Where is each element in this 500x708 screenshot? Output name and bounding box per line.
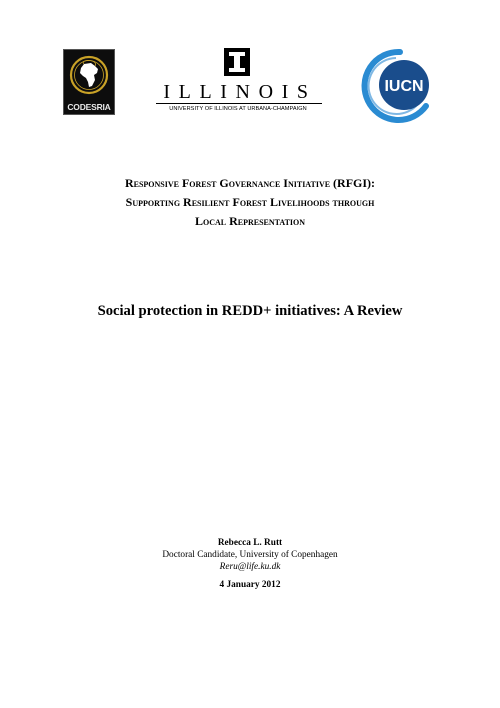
author-affiliation: Doctoral Candidate, University of Copenhagen bbox=[162, 550, 338, 560]
iucn-logo bbox=[360, 48, 436, 124]
illinois-logo bbox=[152, 48, 324, 118]
illinois-subtitle: UNIVERSITY OF ILLINOIS AT URBANA-CHAMPAIGN bbox=[169, 106, 307, 112]
initiative-line-2: Supporting Resilient Forest Livelihoods through bbox=[125, 195, 375, 209]
initiative-heading bbox=[40, 174, 460, 231]
iucn-label: IUCN bbox=[384, 78, 424, 95]
codesria-logo bbox=[63, 49, 115, 115]
initiative-line-3: Local Representation bbox=[194, 214, 306, 228]
author-email: Reru@life.ku.dk bbox=[219, 562, 281, 572]
author-name: Rebecca L. Rutt bbox=[217, 538, 283, 548]
illinois-block-i-icon bbox=[224, 48, 250, 76]
africa-emblem-icon bbox=[67, 53, 111, 97]
codesria-label: CODESRIA bbox=[67, 102, 111, 112]
illinois-wordmark: ILLINOIS bbox=[163, 81, 317, 103]
document-date: 4 January 2012 bbox=[219, 580, 281, 590]
illinois-rule bbox=[156, 103, 322, 104]
initiative-line-1: Responsive Forest Governance Initiative (RFGI): bbox=[124, 176, 376, 190]
document-title: Social protection in REDD+ initiatives: A Review bbox=[97, 303, 403, 319]
author-block bbox=[60, 537, 440, 591]
